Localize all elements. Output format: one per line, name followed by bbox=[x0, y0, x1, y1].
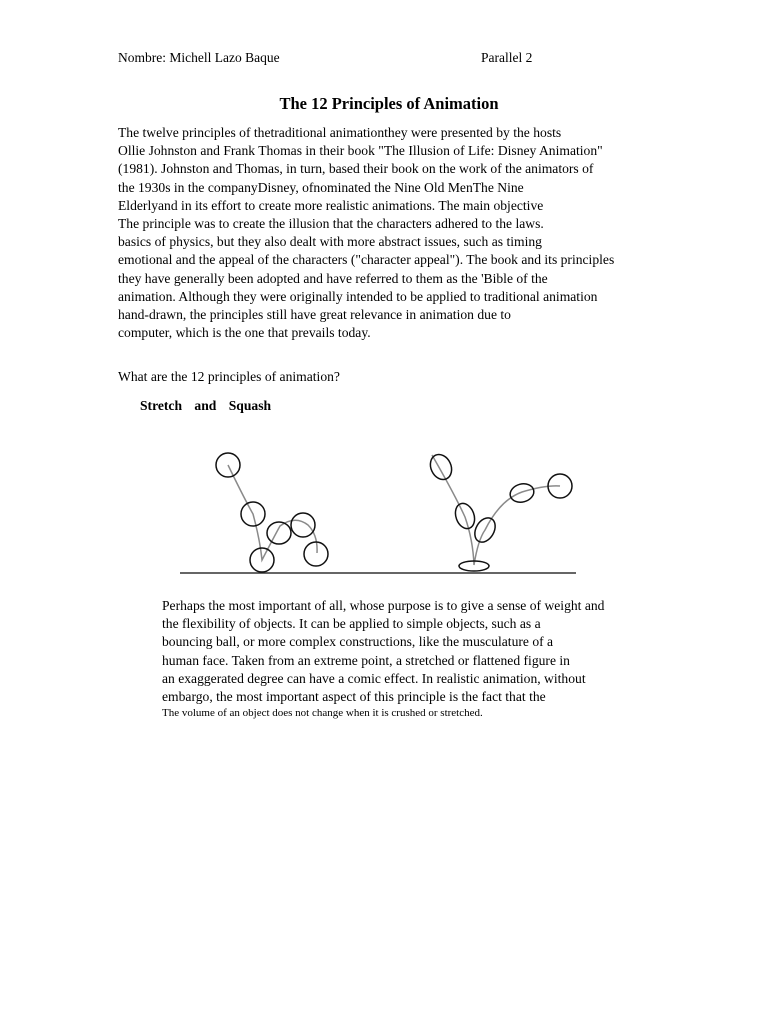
intro-line: animation. Although they were originally intended to be applied to traditional animation bbox=[118, 288, 598, 304]
intro-line: they have generally been adopted and have referred to them as the 'Bible of the bbox=[118, 270, 548, 286]
description-line: Perhaps the most important of all, whose purpose is to give a sense of weight and bbox=[162, 598, 605, 613]
left-ball-5 bbox=[304, 542, 328, 566]
intro-line: Elderlyand in its effort to create more realistic animations. The main objective bbox=[118, 197, 544, 213]
student-name: Nombre: Michell Lazo Baque bbox=[118, 50, 280, 65]
intro-line: hand-drawn, the principles still have great relevance in animation due to bbox=[118, 307, 511, 323]
description-line: bouncing ball, or more complex constructions, like the musculature of a bbox=[162, 634, 554, 650]
left-ball-4 bbox=[291, 513, 315, 537]
intro-line: the 1930s in the companyDisney, ofnominated the Nine Old MenThe Nine bbox=[118, 179, 524, 195]
description-line: the flexibility of objects. It can be applied to simple objects, such as a bbox=[162, 616, 541, 632]
intro-paragraph bbox=[118, 124, 614, 342]
right-ball-4 bbox=[508, 481, 536, 505]
intro-line: The twelve principles of thetraditional animationthey were presented by the hosts bbox=[118, 125, 562, 140]
intro-line: computer, which is the one that prevails today. bbox=[118, 325, 371, 341]
section-question: What are the 12 principles of animation? bbox=[118, 369, 340, 384]
description-last-line: The volume of an object does not change when it is crushed or stretched. bbox=[162, 707, 483, 720]
principle-heading: Stretch and Squash bbox=[140, 398, 272, 413]
class-parallel: Parallel 2 bbox=[481, 50, 533, 65]
intro-line: basics of physics, but they also dealt with more abstract issues, such as timing bbox=[118, 234, 542, 250]
description-line: human face. Taken from an extreme point, a stretched or flattened figure in bbox=[162, 652, 570, 668]
principle-description bbox=[162, 597, 604, 720]
intro-line: emotional and the appeal of the characters ("character appeal"). The book and its principles bbox=[118, 252, 615, 268]
description-line: an exaggerated degree can have a comic effect. In realistic animation, without bbox=[162, 670, 586, 686]
intro-line: (1981). Johnston and Thomas, in turn, based their book on the work of the animators of bbox=[118, 161, 594, 177]
intro-line: Ollie Johnston and Frank Thomas in their book "The Illusion of Life: Disney Animation" bbox=[118, 143, 603, 159]
bouncing-ball-illustration bbox=[170, 440, 590, 585]
right-ball-1 bbox=[426, 451, 455, 483]
page-title: The 12 Principles of Animation bbox=[279, 94, 499, 113]
description-line: embargo, the most important aspect of this principle is the fact that the bbox=[162, 689, 546, 705]
intro-line: The principle was to create the illusion that the characters adhered to the laws. bbox=[118, 216, 544, 232]
left-ball-3 bbox=[267, 522, 291, 544]
